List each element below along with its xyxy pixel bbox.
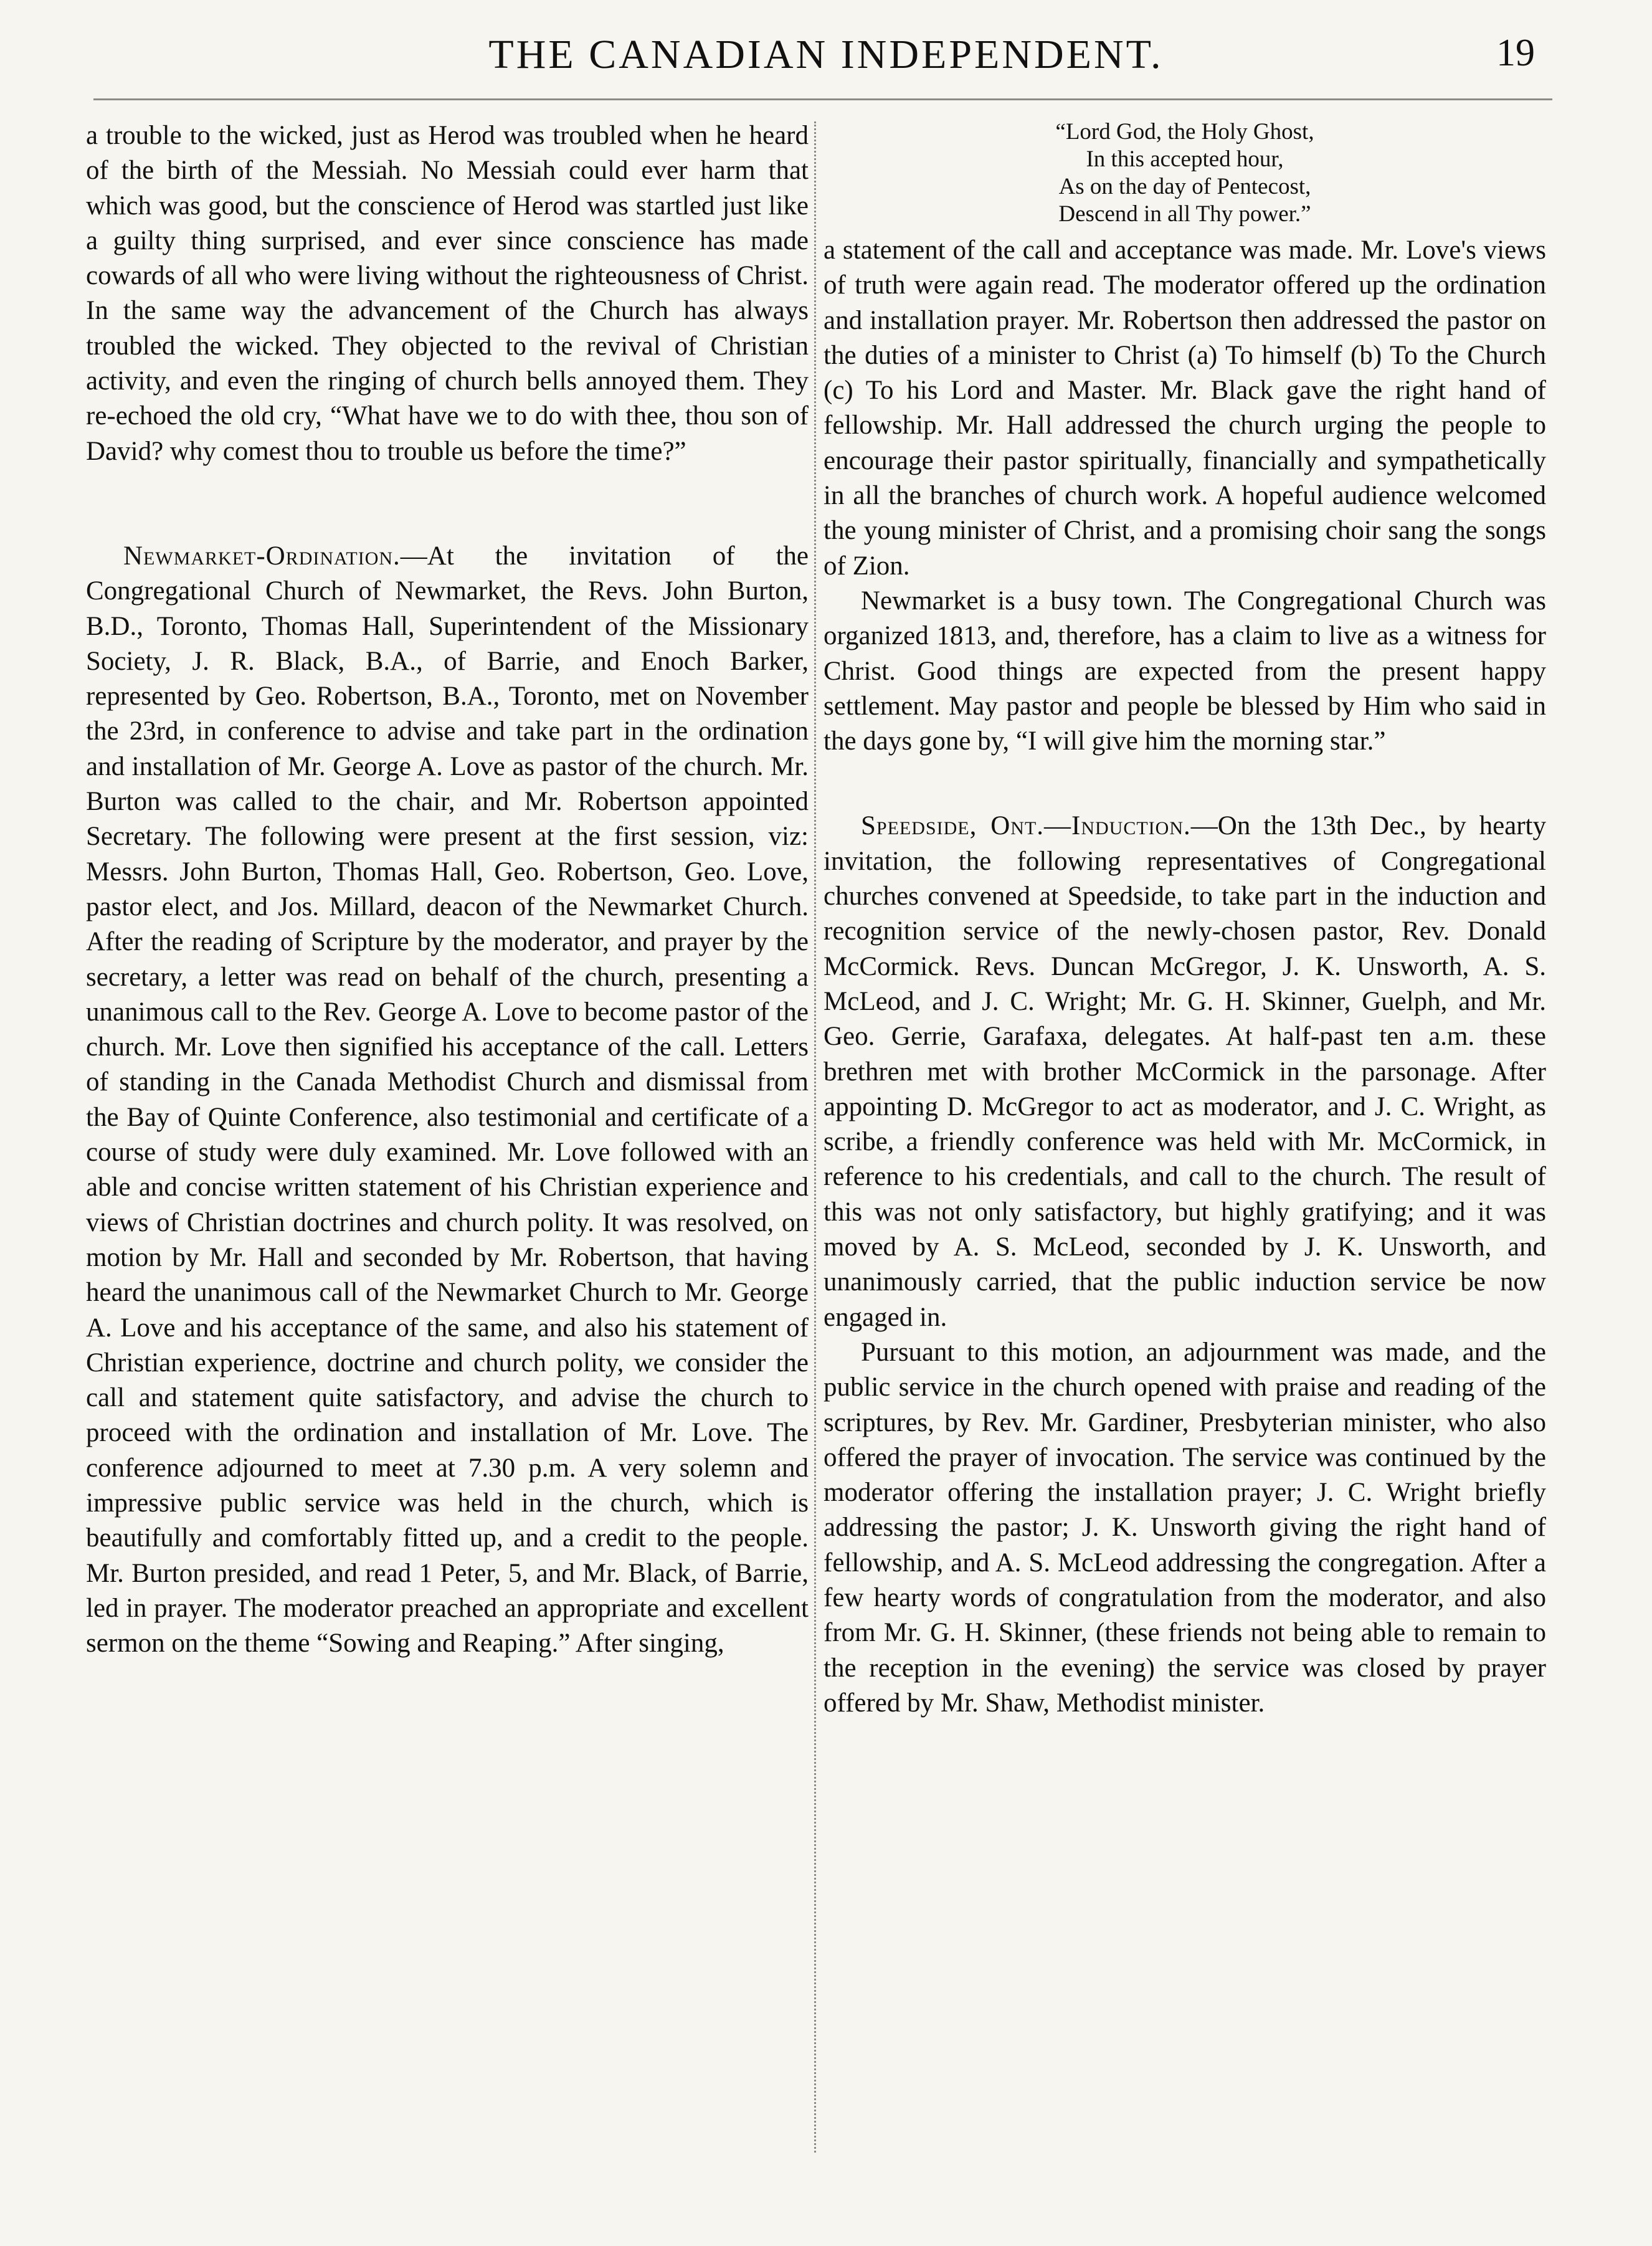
publication-title: THE CANADIAN INDEPENDENT. <box>488 32 1164 77</box>
verse-line: Descend in all Thy power.” <box>1058 201 1311 227</box>
speedside-body: —On the 13th Dec., by hearty invitation, the following representatives of Congregational churches convened at Speedside, to take part in the induction and recognition service of the newly-chosen pastor, Rev. Donald McCormick. Revs. Duncan McGregor, J. K. Unsworth, A. S. McLeod, and J. C. Wright; Mr. G. H. Skinner, Guelph, and Mr. Geo. Gerrie, Garafaxa, delegates. At half-past ten a.m. these brethren met with brother McCormick in the parsonage. After appointing D. McGregor to act as moderator, and J. C. Wright, as scribe, a friendly conference was held with Mr. McCormick, in reference to his credentials, and call to the church. The result of this was not only satisfactory, but highly gratifying; and it was moved by A. S. McLeod, seconded by J. K. Unsworth, and unanimously carried, that the public induction service be now engaged in. <box>824 811 1547 1332</box>
newmarket-heading: Newmarket-Ordination. <box>123 541 401 571</box>
verse-line: As on the day of Pentecost, <box>1058 174 1311 199</box>
pursuant-paragraph: Pursuant to this motion, an adjournment was made, and the public service in the church opened with praise and reading of the scriptures, by Rev. Mr. Gardiner, Presbyterian minister, who also offered the prayer of invocation. The service was continued by the moderator offering the installation prayer; J. C. Wright briefly addressing the pastor; J. K. Unsworth giving the right hand of fellowship, and A. S. McLeod addressing the congregation. After a few hearty words of congratulation from the moderator, and also from Mr. G. H. Skinner, (these friends not being able to remain to the reception in the evening) the service was closed by prayer offered by Mr. Shaw, Methodist minister. <box>824 1337 1546 1718</box>
section-gap <box>86 469 809 539</box>
newmarket-article <box>86 539 809 1662</box>
page-header <box>0 31 1652 93</box>
column-divider <box>814 121 816 2153</box>
page-number: 19 <box>1496 32 1535 74</box>
statement-paragraph: a statement of the call and acceptance was made. Mr. Love's views of truth were again read. The moderator offered up the ordination and installation prayer. Mr. Robertson then addressed the pastor on the duties of a minister to Christ (a) To himself (b) To the Church (c) To his Lord and Master. Mr. Black gave the right hand of fellowship. Mr. Hall addressed the church urging the people to encourage their pastor spiritually, financially and sympathetically in all the branches of church work. A hopeful audience welcomed the young minister of Christ, and a promising choir sang the songs of Zion. <box>824 236 1546 581</box>
header-rule <box>93 98 1552 100</box>
newmarket-body: —At the invitation of the Congregational Church of Newmarket, the Revs. John Burton, B.D., Toronto, Thomas Hall, Superintendent of the Missionary Society, J. R. Black, B.A., of Barrie, and Enoch Barker, represented by Geo. Robertson, B.A., Toronto, met on November the 23rd, in conference to advise and take part in the ordination and installation of Mr. George A. Love as pastor of the church. Mr. Burton was called to the chair, and Mr. Robertson appointed Secretary. The following were present at the first session, viz: Messrs. John Burton, Thomas Hall, Geo. Robertson, Geo. Love, pastor elect, and Jos. Millard, deacon of the Newmarket Church. After the reading of Scripture by the moderator, and prayer by the secretary, a letter was read on behalf of the church, presenting a unanimous call to the Rev. George A. Love to become pastor of the church. Mr. Love then signified his acceptance of the call. Letters of standing in the Canada Methodist Church and dismissal from the Bay of Quinte Conference, also testimonial and certificate of a course of study were duly examined. Mr. Love followed with an able and concise written statement of his Christian experience and views of Christian doctrines and church polity. It was resolved, on motion by Mr. Hall and seconded by Mr. Robertson, that having heard the unanimous call of the Newmarket Church to Mr. George A. Love and his acceptance of the same, and also his statement of Christian experience, doctrine and church polity, we consider the call and statement quite satisfactory, and advise the church to proceed with the ordination and installation of Mr. Love. The conference adjourned to meet at 7.30 p.m. A very solemn and impressive public service was held in the church, which is beautifully and comfortably fitted up, and a credit to the people. Mr. Burton presided, and read 1 Peter, 5, and Mr. Black, of Barrie, led in prayer. The moderator preached an appropriate and excellent sermon on the theme “Sowing and Reaping.” After singing, <box>86 541 809 1658</box>
speedside-heading: Speedside, Ont.—Induction. <box>861 811 1191 841</box>
herod-paragraph: a trouble to the wicked, just as Herod was troubled when he heard of the birth of the Messiah. No Messiah could ever harm that which was good, but the conscience of Herod was startled just like a guilty thing surprised, and ever since conscience has made cowards of all who were living without the righteousness of Christ. In the same way the advancement of the Church has always troubled the wicked. They objected to the revival of Christian activity, and even the ringing of church bells annoyed them. They re-echoed the old cry, “What have we to do with thee, thou son of David? why comest thou to trouble us before the time?” <box>86 121 809 466</box>
verse-line: In this accepted hour, <box>1086 146 1284 172</box>
verse-line: “Lord God, the Holy Ghost, <box>1055 119 1314 145</box>
speedside-article <box>824 809 1546 1335</box>
section-gap <box>824 759 1546 809</box>
newmarket-town-paragraph: Newmarket is a busy town. The Congregational Church was organized 1813, and, therefore, has a claim to live as a witness for Christ. Good things are expected from the present happy settlement. May pastor and people be blessed by Him who said in the days gone by, “I will give him the morning star.” <box>824 586 1546 756</box>
right-column <box>824 118 1546 1721</box>
hymn-verse <box>824 118 1546 228</box>
left-column <box>86 118 809 1661</box>
